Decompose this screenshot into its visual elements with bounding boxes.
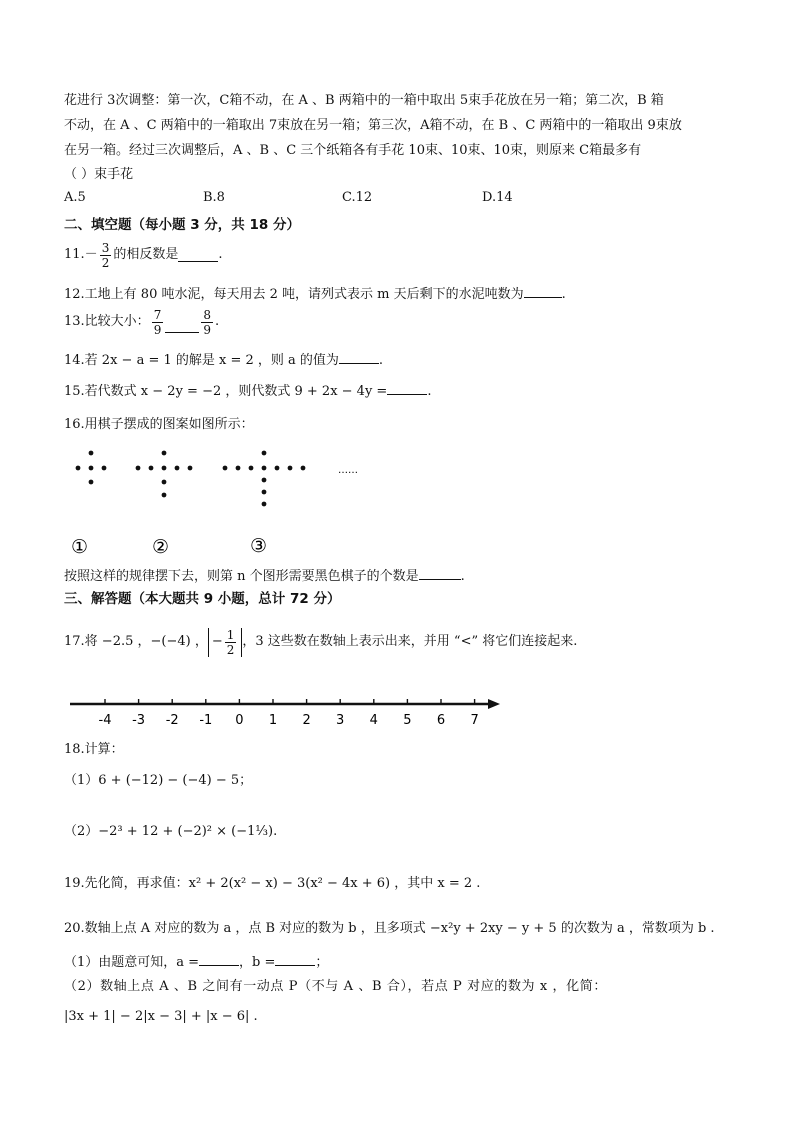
q16-figure-3 [223,451,306,507]
q17-suffix: ，3 这些数在数轴上表示出来，并用 “<” 将它们连接起来. [242,634,578,649]
q17 [64,622,577,662]
q20-part-1-end: ； [315,955,329,970]
q11: 11.－ $\frac{3}{2}$ 的相反数是 . [64,240,223,270]
q16-answer-blank[interactable] [419,566,461,580]
q13-b-num: 8 [203,307,211,322]
q12-answer-blank[interactable] [524,284,562,298]
q20-part-2-expression: |3x + 1| − 2|x − 3| + |x − 6| . [64,1009,258,1024]
q11-fraction [100,241,112,270]
axis-tick-label: 0 [235,713,244,728]
q13-a-num: 7 [153,307,162,322]
q20-part-2: （2）数轴上点 A 、B 之间有一动点 P（不与 A 、B 合），若点 P 对应的数为 x ，化简： [64,979,607,994]
q13-fraction-a [152,308,164,337]
q20-a-blank[interactable] [199,952,239,966]
q13: 13.比较大小： $\frac{7}{9}$ $\frac{8}{9}$ . [64,307,220,337]
axis-tick-label: -3 [132,713,146,728]
q16-label-1: ① [71,536,89,558]
q11-den: 2 [101,255,110,270]
axis-tick-label: -1 [199,713,213,728]
q14-answer-blank[interactable] [339,350,379,364]
q10-line-2: 不动，在 A 、C 两箱中的一箱取出 7束放在另一箱；第三次，A箱不动，在 B 、C 两箱中的一箱取出 9束放 [64,118,682,133]
q17-abs-value: − $\frac{1}{2}$ [208,628,243,657]
q16-tail: 按照这样的规律摆下去，则第 n 个图形需要黑色棋子的个数是 . [64,566,465,586]
q13-a-den: 9 [153,322,162,337]
q15-text: 15.若代数式 x − 2y = −2 ，则代数式 9 + 2x − 4y = [64,384,388,399]
q10-line-3: 在另一箱。经过三次调整后，A 、B 、C 三个纸箱各有手花 10束、10束、10束，则原来 C箱最多有 [64,143,642,158]
q16-ellipsis: …… [338,465,358,476]
q18-title: 18.计算： [64,742,124,757]
q15: 15.若代数式 x − 2y = −2 ，则代数式 9 + 2x − 4y = . [64,381,431,401]
q11-suffix: 的相反数是 [113,247,179,262]
section-2-heading: 二、填空题（每小题 3 分，共 18 分） [64,217,300,233]
q10-option-b: B.8 [203,190,225,205]
q15-answer-blank[interactable] [387,381,427,395]
q20-b-blank[interactable] [275,952,315,966]
q16-label-3: ③ [250,535,268,557]
q10-line-4: （ ）束手花 [64,167,134,182]
q16-text: 16.用棋子摆成的图案如图所示： [64,417,254,432]
q10-option-c: C.12 [342,190,373,205]
q16-figure-2 [136,451,193,498]
axis-tick-label: 6 [436,713,446,728]
q18-part-1: （1）6 + (−12) − (−4) − 5； [64,773,253,788]
q17-prefix: 17.将 −2.5 ，−(−4) ， [64,634,208,649]
q20-part-1-label: （1）由题意可知，a = [64,955,200,970]
axis-tick-label: -4 [98,713,112,728]
axis-tick-label: 3 [336,713,345,728]
q17-abs-num: 1 [226,627,235,642]
q16-label-2: ② [152,536,170,558]
q17-abs-fraction [225,628,237,657]
q16-tail-text: 按照这样的规律摆下去，则第 n 个图形需要黑色棋子的个数是 [64,569,419,584]
q20-line-1: 20.数轴上点 A 对应的数为 a ，点 B 对应的数为 b ，且多项式 −x²y + 2xy − y + 5 的次数为 a ，常数项为 b . [64,921,715,936]
section-3-heading: 三、解答题（本大题共 9 小题，总计 72 分） [64,591,341,607]
q14: 14.若 2x − a = 1 的解是 x = 2 ，则 a 的值为 . [64,350,383,370]
q14-text: 14.若 2x − a = 1 的解是 x = 2 ，则 a 的值为 [64,353,339,368]
q13-fraction-b [201,308,213,337]
q16-pattern-figure [60,440,380,560]
axis-tick-label: 2 [302,713,311,728]
q18-part-2: （2）−2³ + 12 + (−2)² × (−1⅓). [64,824,278,839]
q13-prefix: 13.比较大小： [64,314,150,329]
q12-text: 12.工地上有 80 吨水泥，每天用去 2 吨，请列式表示 m 天后剩下的水泥吨数为 [64,287,524,302]
q11-prefix: 11.－ [64,247,98,262]
q19: 19.先化简，再求值：x² + 2(x² − x) − 3(x² − 4x + 6) ，其中 x = 2 . [64,876,481,891]
q16-figure-1 [76,451,107,485]
q12: 12.工地上有 80 吨水泥，每天用去 2 吨，请列式表示 m 天后剩下的水泥吨数为 . [64,284,566,304]
axis-tick-label: 5 [403,713,412,728]
q20-part-1-mid: ，b = [239,955,276,970]
axis-tick-label: -2 [165,713,179,728]
q13-b-den: 9 [203,322,211,337]
q11-answer-blank[interactable] [178,248,218,262]
q10-line-1: 花进行 3次调整：第一次，C箱不动，在 A 、B 两箱中的一箱中取出 5束手花放在另一箱；第二次，B 箱 [64,93,664,108]
q10-option-a: A.5 [64,190,86,205]
number-line-arrow [488,699,500,709]
q11-num: 3 [101,240,110,255]
axis-tick-label: 7 [470,713,479,728]
q10-option-d: D.14 [482,190,513,205]
q17-abs-den: 2 [226,642,235,657]
q17-number-line [60,690,510,734]
q20-part-1 [64,952,328,972]
q13-answer-blank[interactable] [165,319,199,333]
axis-tick-label: 1 [268,713,278,728]
axis-tick-label: 4 [369,713,378,728]
